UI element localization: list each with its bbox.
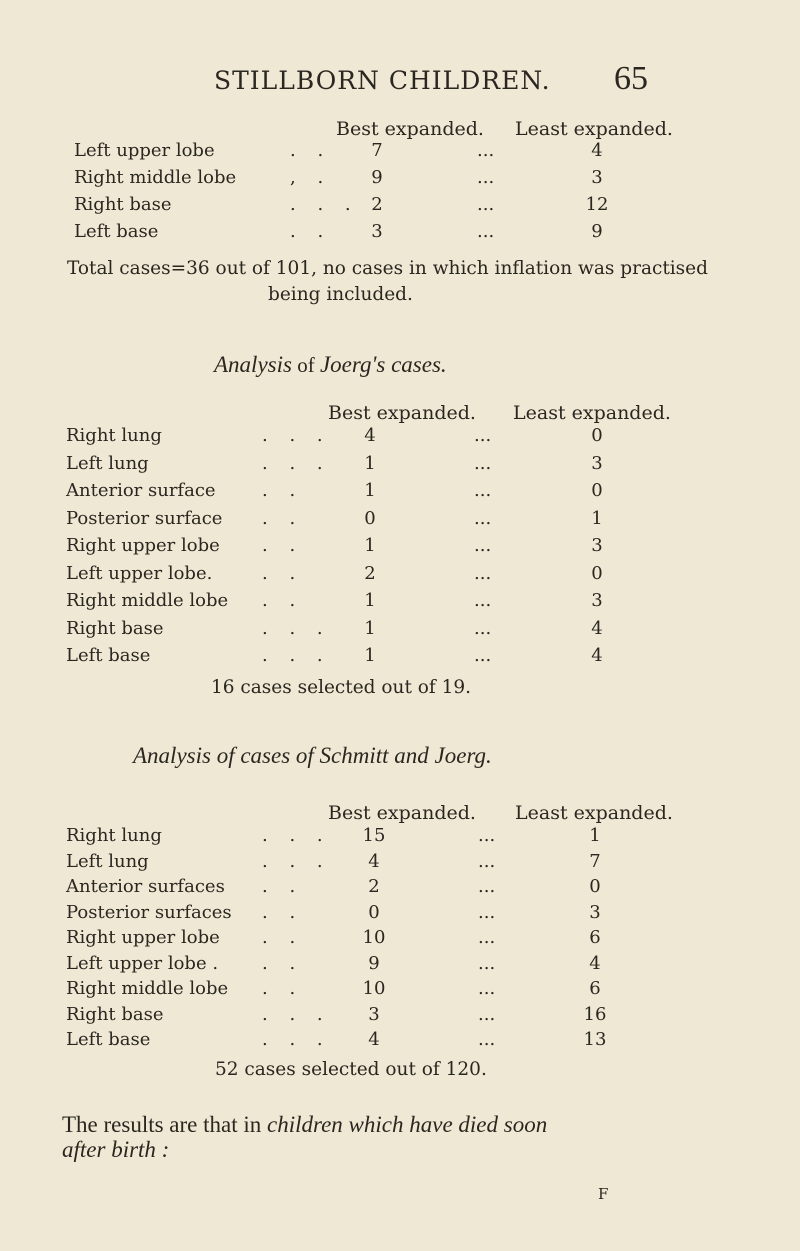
ellipsis-leader: ...	[474, 562, 492, 584]
best-expanded-value: 3	[368, 1003, 380, 1025]
best-expanded-value: 9	[371, 167, 383, 188]
section-3-heading: Analysis of cases of Schmitt and Joerg.	[133, 743, 492, 768]
ellipsis-leader: ...	[474, 480, 492, 501]
table-row	[0, 902, 800, 928]
leader-dots: . .	[262, 901, 304, 923]
ellipsis-leader: ...	[478, 876, 496, 897]
ellipsis-leader: ...	[478, 1029, 496, 1050]
table-row	[0, 480, 800, 506]
row-label: Right base	[66, 1003, 164, 1025]
table-row	[0, 425, 800, 451]
best-expanded-value: 2	[371, 194, 383, 215]
best-expanded-value: 9	[368, 952, 380, 974]
leader-dots: . . .	[290, 194, 359, 215]
ellipsis-leader: ...	[474, 617, 492, 639]
table-row	[0, 535, 800, 561]
least-expanded-value: 6	[589, 927, 601, 948]
best-expanded-value: 0	[368, 901, 380, 923]
table-1-note-cont: being included.	[268, 284, 413, 305]
least-expanded-value: 0	[591, 425, 603, 446]
best-expanded-value: 0	[364, 507, 376, 529]
table-row	[0, 876, 800, 902]
least-expanded-value: 0	[591, 480, 603, 501]
row-label: Right upper lobe	[66, 535, 220, 556]
table-1-note: Total cases=36 out of 101, no cases in which inflation was practised	[67, 258, 708, 279]
least-expanded-value: 4	[591, 617, 603, 639]
leader-dots: . . .	[262, 617, 331, 639]
leader-dots: . . .	[262, 425, 331, 446]
leader-dots: . .	[262, 876, 304, 897]
ellipsis-leader: ...	[478, 978, 496, 999]
table-row	[0, 453, 800, 479]
row-label: Left lung	[66, 452, 149, 474]
running-title: STILLBORN CHILDREN.	[214, 66, 551, 95]
ellipsis-leader: ...	[474, 590, 492, 611]
col-head-best: Best expanded.	[328, 402, 476, 424]
leader-dots: . . .	[262, 825, 331, 846]
least-expanded-value: 1	[591, 507, 603, 529]
least-expanded-value: 9	[591, 221, 603, 242]
least-expanded-value: 7	[589, 850, 601, 872]
leader-dots: . .	[262, 978, 304, 999]
leader-dots: , .	[290, 167, 332, 188]
closing-line-1: The results are that in children which have died soon	[62, 1112, 548, 1137]
page-number: 65	[614, 60, 648, 97]
signature-mark: F	[598, 1185, 609, 1203]
leader-dots: . .	[262, 480, 304, 501]
table-row	[0, 508, 800, 534]
table-row	[0, 927, 800, 953]
least-expanded-value: 3	[591, 167, 603, 188]
table-row	[0, 1029, 800, 1055]
best-expanded-value: 10	[362, 978, 386, 999]
table-row	[0, 221, 800, 247]
row-label: Right base	[66, 617, 164, 639]
best-expanded-value: 4	[368, 850, 380, 872]
row-label: Right base	[74, 194, 172, 215]
col-head-least: Least expanded.	[515, 118, 673, 140]
best-expanded-value: 7	[371, 140, 383, 161]
table-3-summary: 52 cases selected out of 120.	[215, 1059, 487, 1080]
best-expanded-value: 2	[368, 876, 380, 897]
ellipsis-leader: ...	[477, 140, 495, 161]
ellipsis-leader: ...	[478, 825, 496, 846]
table-2-summary: 16 cases selected out of 19.	[211, 677, 472, 698]
table-row	[0, 590, 800, 616]
col-head-least: Least expanded.	[513, 402, 671, 424]
row-label: Left base	[66, 645, 151, 666]
ellipsis-leader: ...	[474, 425, 492, 446]
row-label: Right upper lobe	[66, 927, 220, 948]
ellipsis-leader: ...	[474, 645, 492, 666]
leader-dots: . .	[290, 140, 332, 161]
best-expanded-value: 3	[371, 221, 383, 242]
closing-line-2: after birth :	[62, 1137, 170, 1162]
row-label: Left lung	[66, 850, 149, 872]
best-expanded-value: 4	[364, 425, 376, 446]
table-row	[0, 978, 800, 1004]
table-row	[0, 618, 800, 644]
ellipsis-leader: ...	[474, 507, 492, 529]
row-label: Left upper lobe .	[66, 952, 219, 974]
col-head-least: Least expanded.	[515, 802, 673, 824]
best-expanded-value: 4	[368, 1029, 380, 1050]
section-2-heading: Analysis of Joerg's cases.	[214, 352, 447, 377]
ellipsis-leader: ...	[477, 221, 495, 242]
col-head-best: Best expanded.	[328, 802, 476, 824]
least-expanded-value: 1	[589, 825, 601, 846]
page-header	[0, 60, 800, 106]
row-label: Left upper lobe	[74, 140, 215, 161]
best-expanded-value: 10	[362, 927, 386, 948]
leader-dots: . .	[262, 590, 304, 611]
table-row	[0, 825, 800, 851]
ellipsis-leader: ...	[478, 952, 496, 974]
leader-dots: . .	[262, 507, 304, 529]
leader-dots: . .	[262, 562, 304, 584]
best-expanded-value: 1	[364, 480, 376, 501]
ellipsis-leader: ...	[478, 901, 496, 923]
table-row	[0, 194, 800, 220]
table-row	[0, 953, 800, 979]
row-label: Right lung	[66, 825, 162, 846]
least-expanded-value: 4	[591, 140, 603, 161]
best-expanded-value: 1	[364, 535, 376, 556]
best-expanded-value: 1	[364, 617, 376, 639]
table-row	[0, 167, 800, 193]
ellipsis-leader: ...	[478, 927, 496, 948]
col-head-best: Best expanded.	[336, 118, 484, 140]
leader-dots: . . .	[262, 1003, 331, 1025]
least-expanded-value: 0	[591, 562, 603, 584]
table-row	[0, 1004, 800, 1030]
leader-dots: . . .	[262, 1029, 331, 1050]
table-row	[0, 140, 800, 166]
leader-dots: . .	[290, 221, 332, 242]
least-expanded-value: 3	[591, 535, 603, 556]
leader-dots: . .	[262, 535, 304, 556]
least-expanded-value: 3	[591, 590, 603, 611]
row-label: Right middle lobe	[66, 590, 229, 611]
table-row	[0, 851, 800, 877]
ellipsis-leader: ...	[478, 1003, 496, 1025]
leader-dots: . .	[262, 927, 304, 948]
best-expanded-value: 15	[362, 825, 386, 846]
row-label: Posterior surface	[66, 507, 223, 529]
least-expanded-value: 6	[589, 978, 601, 999]
row-label: Anterior surface	[66, 480, 216, 501]
least-expanded-value: 16	[583, 1003, 607, 1025]
best-expanded-value: 1	[364, 452, 376, 474]
least-expanded-value: 3	[589, 901, 601, 923]
best-expanded-value: 1	[364, 590, 376, 611]
table-row	[0, 563, 800, 589]
least-expanded-value: 0	[589, 876, 601, 897]
least-expanded-value: 3	[591, 452, 603, 474]
table-row	[0, 645, 800, 671]
ellipsis-leader: ...	[477, 167, 495, 188]
least-expanded-value: 4	[591, 645, 603, 666]
row-label: Anterior surfaces	[66, 876, 225, 897]
best-expanded-value: 2	[364, 562, 376, 584]
row-label: Left base	[74, 221, 159, 242]
row-label: Right middle lobe	[74, 167, 237, 188]
leader-dots: . . .	[262, 645, 331, 666]
leader-dots: . .	[262, 952, 304, 974]
ellipsis-leader: ...	[477, 194, 495, 215]
leader-dots: . . .	[262, 850, 331, 872]
ellipsis-leader: ...	[478, 850, 496, 872]
row-label: Right middle lobe	[66, 978, 229, 999]
ellipsis-leader: ...	[474, 535, 492, 556]
least-expanded-value: 4	[589, 952, 601, 974]
row-label: Left upper lobe.	[66, 562, 213, 584]
least-expanded-value: 12	[585, 194, 609, 215]
best-expanded-value: 1	[364, 645, 376, 666]
row-label: Right lung	[66, 425, 162, 446]
least-expanded-value: 13	[583, 1029, 607, 1050]
row-label: Posterior surfaces	[66, 901, 232, 923]
row-label: Left base	[66, 1029, 151, 1050]
leader-dots: . . .	[262, 452, 331, 474]
ellipsis-leader: ...	[474, 452, 492, 474]
